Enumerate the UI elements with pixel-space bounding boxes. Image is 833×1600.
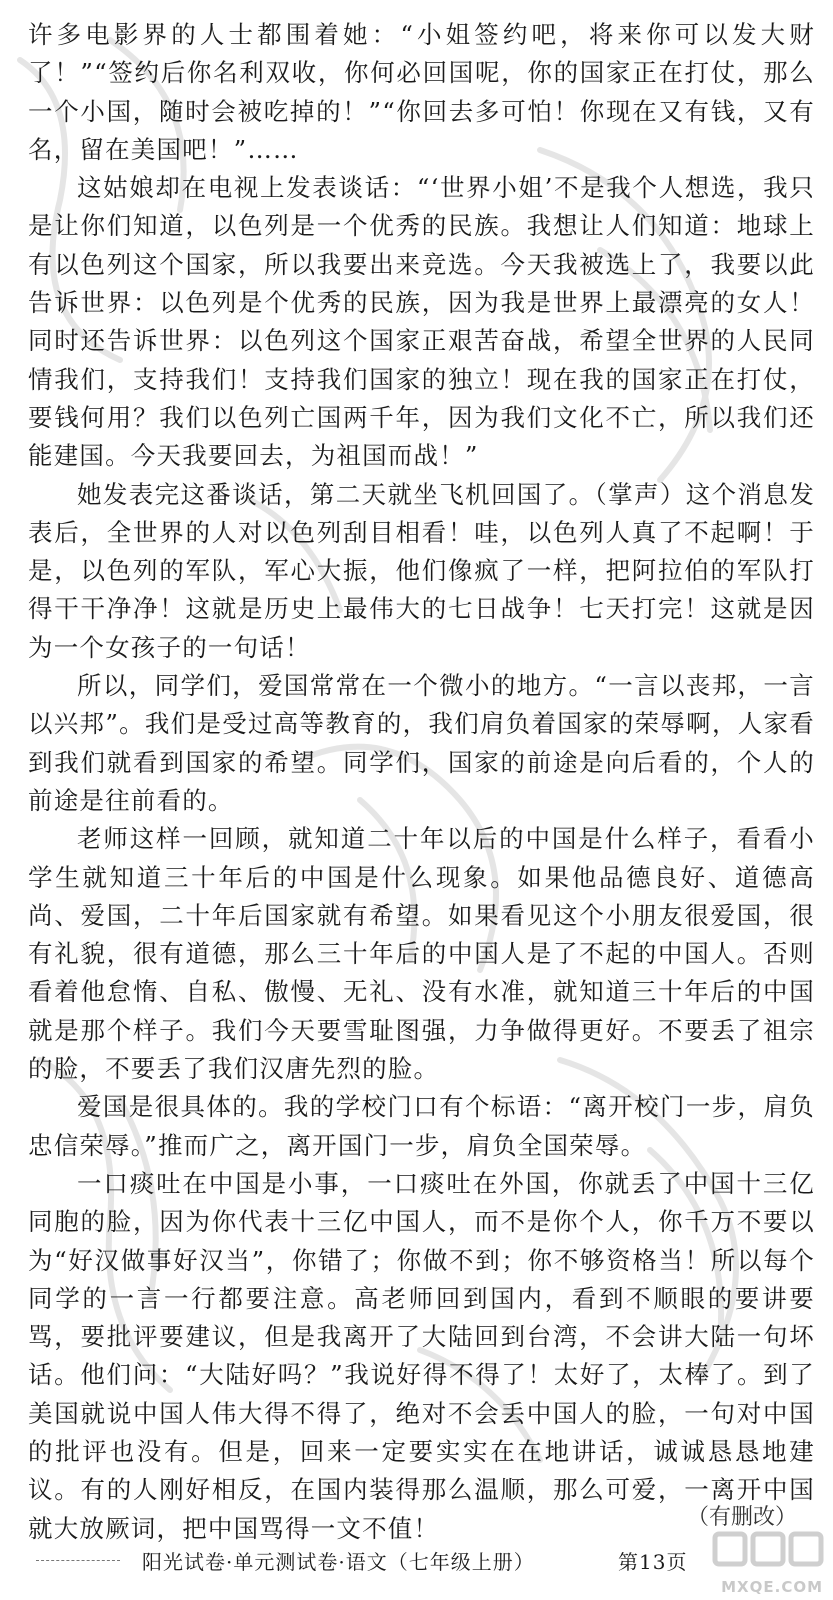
paragraph-4: 所以，同学们，爱国常常在一个微小的地方。“一言以丧邦，一言以兴邦”。我们是受过高等教育的，我们肩负着国家的荣辱啊，人家看到我们就看到国家的希望。同学们，国家的前途是向后看的，个人的前途是往前看的。 [28,671,815,815]
paragraph-2: 这姑娘却在电视上发表谈话：“‘世界小姐’不是我个人想选，我只是让你们知道，以色列是一个优秀的民族。我想让人们知道：地球上有以色列这个国家，所以我要出来竞选。今天我被选上了，我要以此告诉世界：以色列是个优秀的民族，因为我是世界上最漂亮的女人！同时还告诉世界：以色列这个国家正艰苦奋战，希望全世界的人民同情我们，支持我们！支持我们国家的独立！现在我的国家正在打仗，要钱何用？我们以色列亡国两千年，因为我们文化不亡，所以我们还能建国。今天我要回去，为祖国而战！” [28,173,815,471]
paragraph-7: 一口痰吐在中国是小事，一口痰吐在外国，你就丢了中国十三亿同胞的脸，因为你代表十三亿中国人，而不是你个人，你千万不要以为“好汉做事好汉当”，你错了；你做不到；你不够资格当！所以每个同学的一言一行都要注意。高老师回到国内，看到不顺眼的要讲要骂，要批评要建议，但是我离开了大陆回到台湾，不会讲大陆一句坏话。他们问：“大陆好吗？”我说好得不得了！太好了，太棒了。到了美国就说中国人伟大得不得了，绝对不会丢中国人的脸，一句对中国的批评也没有。但是，回来一定要实实在在地讲话，诚诚恳恳地建议。有的人刚好相反，在国内装得那么温顺，那么可爱，一离开中国就大放厥词，把中国骂得一文不值！ [28,1168,815,1543]
logo-icon [707,1528,827,1578]
article-body [28,16,815,1548]
page-number: 第13页 [618,1550,688,1574]
paragraph-6: 爱国是很具体的。我的学校门口有个标语：“离开校门一步，肩负忠信荣辱。”推而广之，离开国门一步，肩负全国荣辱。 [28,1092,815,1160]
footer-title: 阳光试卷·单元测试卷·语文（七年级上册） [142,1550,535,1574]
footer-divider [36,1560,120,1561]
paragraph-1: 许多电影界的人士都围着她：“小姐签约吧，将来你可以发大财了！”“签约后你名利双收，你何必回国呢，你的国家正在打仗，那么一个小国，随时会被吃掉的！”“你回去多可怕！你现在又有钱，又有名，留在美国吧！”…… [28,20,815,164]
site-logo [707,1528,827,1598]
paragraph-5: 老师这样一回顾，就知道二十年以后的中国是什么样子，看看小学生就知道三十年后的中国是什么现象。如果他品德良好、道德高尚、爱国，二十年后国家就有希望。如果看见这个小朋友很爱国，很有礼貌，很有道德，那么三十年后的中国人是了不起的中国人。否则看着他怠惰、自私、傲慢、无礼、没有水准，就知道三十年后的中国就是那个样子。我们今天要雪耻图强，力争做得更好。不要丢了祖宗的脸，不要丢了我们汉唐先烈的脸。 [28,824,815,1084]
logo-text: MXQE.COM [721,1578,823,1596]
revision-note: （有删改） [686,1505,797,1530]
paragraph-3: 她发表完这番谈话，第二天就坐飞机回国了。（掌声）这个消息发表后，全世界的人对以色列刮目相看！哇，以色列人真了不起啊！于是，以色列的军队，军心大振，他们像疯了一样，把阿拉伯的军队打得干干净净！这就是历史上最伟大的七日战争！七天打完！这就是因为一个女孩子的一句话！ [28,479,815,662]
